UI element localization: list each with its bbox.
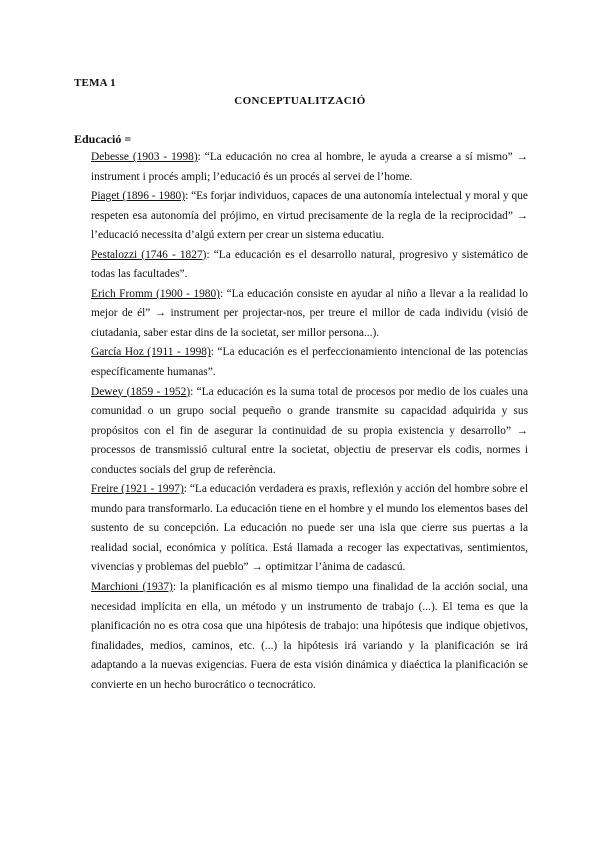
entry-piaget bbox=[91, 187, 528, 246]
entry-text: : “Es forjar individuos, capaces de una autonomía intelectual y moral y que respeten esa autonomía del prójimo, en virtud precisamente de la regla de la reciprocidad” → l’educació necessita d’algú extern per crear un sistema educatiu. bbox=[91, 190, 528, 242]
entry-freire bbox=[91, 480, 528, 578]
entry-text: : “La educación consiste en ayudar al niño a llevar a la realidad lo mejor de él” → instrument per projectar-nos, per treure el millor de cada individu (visió de ciutadania, saber estar dins de la societat, ser millor persona...). bbox=[91, 287, 529, 339]
entry-fromm bbox=[91, 285, 528, 344]
author-name: Marchioni (1937) bbox=[91, 581, 173, 594]
entry-pestalozzi bbox=[91, 246, 528, 285]
entry-marchioni bbox=[91, 578, 528, 695]
author-name: García Hoz (1911 - 1998) bbox=[91, 346, 211, 359]
entry-text: : “La educación es la suma total de procesos por medio de los cuales una comunidad o un grupo social pequeño o grande transmite su capacidad adquirida y sus propósitos con el fin de asegurar la continuidad de su propia existencia y desarrollo” → processos de transmissió cultural entre la societat, objectiu de preservar els codis, normes i conductes socials del grup de referència. bbox=[91, 385, 528, 476]
entry-text: : “La educación no crea al hombre, le ayuda a crearse a sí mismo” → instrument i procés ampli; l’educació és un procés al servei de l’home. bbox=[91, 151, 528, 183]
entry-debesse bbox=[91, 148, 528, 187]
author-name: Debesse (1903 - 1998) bbox=[91, 151, 198, 163]
entry-text: : “La educación verdadera es praxis, reflexión y acción del hombre sobre el mundo para transformarlo. La educación tiene en el hombre y el mundo los elementos bases del sustento de su concepción. La educación no puede ser una isla que cierre sus puertas a la realidad social, económica y política. Está llamada a recoger las expectativas, sentimientos, vivencias y problemas del pueblo” → optimitzar l’ànima de cadascú. bbox=[91, 483, 528, 574]
entries-list bbox=[91, 148, 528, 695]
author-name: Freire (1921 - 1997) bbox=[91, 483, 184, 496]
tema-label: TEMA 1 bbox=[74, 77, 116, 89]
entry-dewey bbox=[91, 383, 528, 481]
author-name: Erich Fromm (1900 - 1980) bbox=[91, 287, 220, 300]
entry-text: : la planificación es al mismo tiempo una finalidad de la acción social, una necesidad implícita en ella, un método y un instrumento de trabajo (...). El tema es que la planificación no es otra cosa que una hipótesis de trabajo: una hipótesis que indique objetivos, finalidades, medios, caminos, etc. (...) la hipótesis irá variando y la planificación se irá adaptando a la nuevas exigencias. Fuera de esta visión dinámica y diaéctica la planificación se convierte en un hecho burocrático o tecnocrático. bbox=[91, 581, 528, 691]
entry-garcia-hoz bbox=[91, 343, 528, 382]
author-name: Pestalozzi (1746 - 1827) bbox=[91, 248, 207, 261]
section-heading: Educació = bbox=[74, 132, 132, 146]
entry-text: : “La educación es el desarrollo natural, progresivo y sistemático de todas las facultades”. bbox=[91, 248, 529, 281]
author-name: Dewey (1859 - 1952) bbox=[91, 385, 191, 398]
entry-text: : “La educación es el perfeccionamiento intencional de las potencias específicamente humanas”. bbox=[91, 346, 528, 379]
page-title: CONCEPTUALITZACIÓ bbox=[234, 95, 366, 107]
author-name: Piaget (1896 - 1980) bbox=[91, 190, 186, 203]
